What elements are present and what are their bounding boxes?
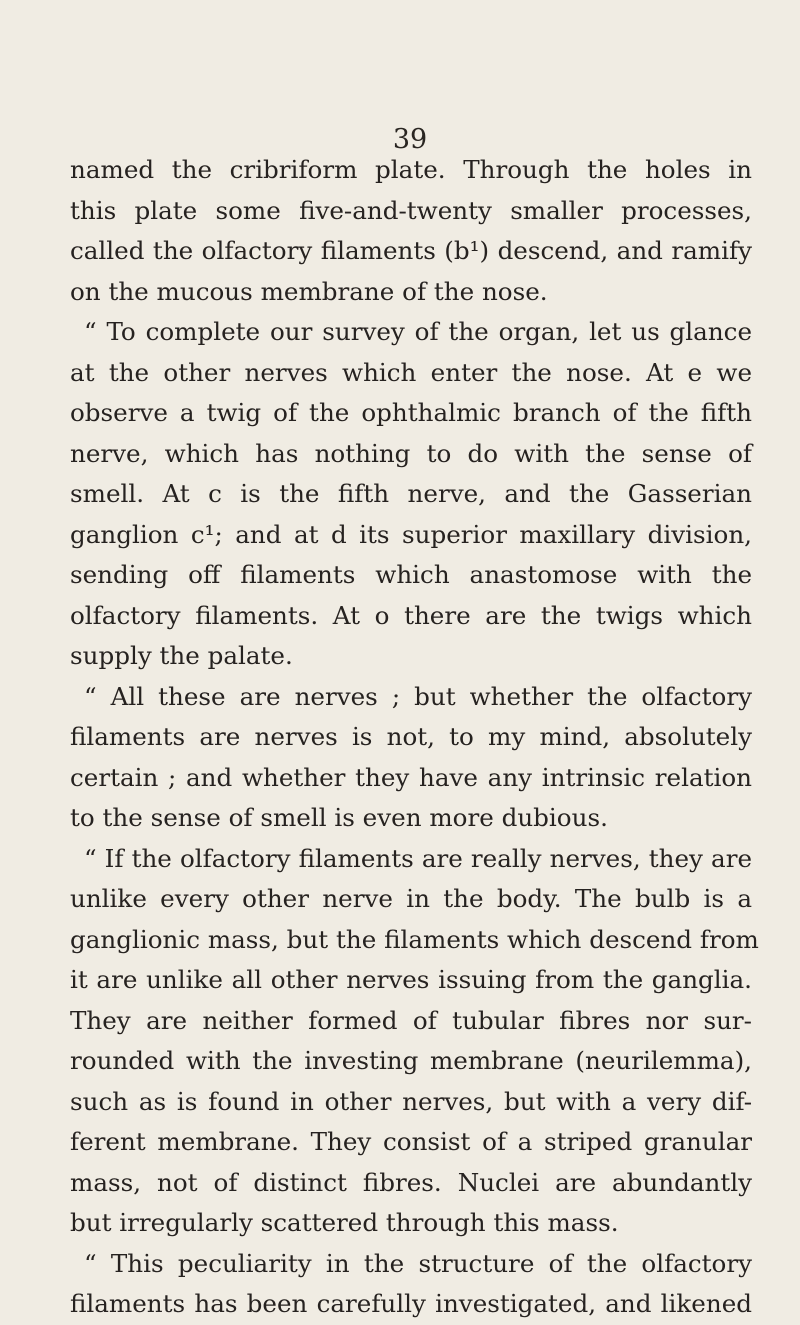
- page-number: 39: [392, 124, 428, 155]
- text-line: olfactory filaments. At o there are the twigs which: [70, 600, 752, 630]
- text-line: ferent membrane. They consist of a striped granular: [70, 1127, 752, 1156]
- text-line: called the olfactory filaments (b¹) descend, and ramify: [70, 236, 752, 265]
- text-line: sending off filaments which anastomose with the: [70, 560, 752, 589]
- text-line: at the other nerves which enter the nose. At e we: [70, 357, 752, 387]
- text-line: unlike every other nerve in the body. The bulb is a: [70, 884, 752, 913]
- text-line: supply the palate.: [70, 641, 293, 670]
- text-line: rounded with the investing membrane (neurilemma),: [70, 1046, 752, 1075]
- text-line: “ If the olfactory filaments are really nerves, they are: [84, 843, 752, 873]
- text-line: They are neither formed of tubular fibres nor sur-: [70, 1005, 752, 1035]
- text-line: “ To complete our survey of the organ, let us glance: [84, 317, 752, 346]
- text-line: such as is found in other nerves, but with a very dif-: [70, 1086, 752, 1116]
- text-line: ganglion c¹; and at d its superior maxillary division,: [70, 519, 752, 549]
- body-text: [70, 150, 759, 1325]
- text-line: filaments are nerves is not, to my mind, absolutely: [70, 722, 752, 751]
- text-line: “ All these are nerves ; but whether the olfactory: [84, 681, 752, 711]
- text-line: “ This peculiarity in the structure of the olfactory: [84, 1248, 752, 1278]
- text-line: nerve, which has nothing to do with the sense of: [70, 438, 752, 468]
- text-line: mass, not of distinct fibres. Nuclei are abundantly: [70, 1167, 752, 1197]
- text-line: ganglionic mass, but the filaments which descend from: [70, 924, 759, 954]
- text-line: it are unlike all other nerves issuing from the ganglia.: [70, 965, 752, 994]
- text-line: to the sense of smell is even more dubious.: [70, 803, 608, 832]
- text-line: named the cribriform plate. Through the holes in: [70, 155, 752, 184]
- text-line: this plate some five-and-twenty smaller processes,: [70, 195, 752, 225]
- text-line: filaments has been carefully investigated, and likened: [70, 1289, 752, 1318]
- text-line: on the mucous membrane of the nose.: [70, 276, 548, 306]
- text-line: smell. At c is the fifth nerve, and the Gasserian: [70, 479, 752, 508]
- text-line: observe a twig of the ophthalmic branch of the fifth: [70, 398, 752, 427]
- text-line: but irregularly scattered through this mass.: [70, 1208, 619, 1237]
- text-line: certain ; and whether they have any intrinsic relation: [70, 762, 752, 792]
